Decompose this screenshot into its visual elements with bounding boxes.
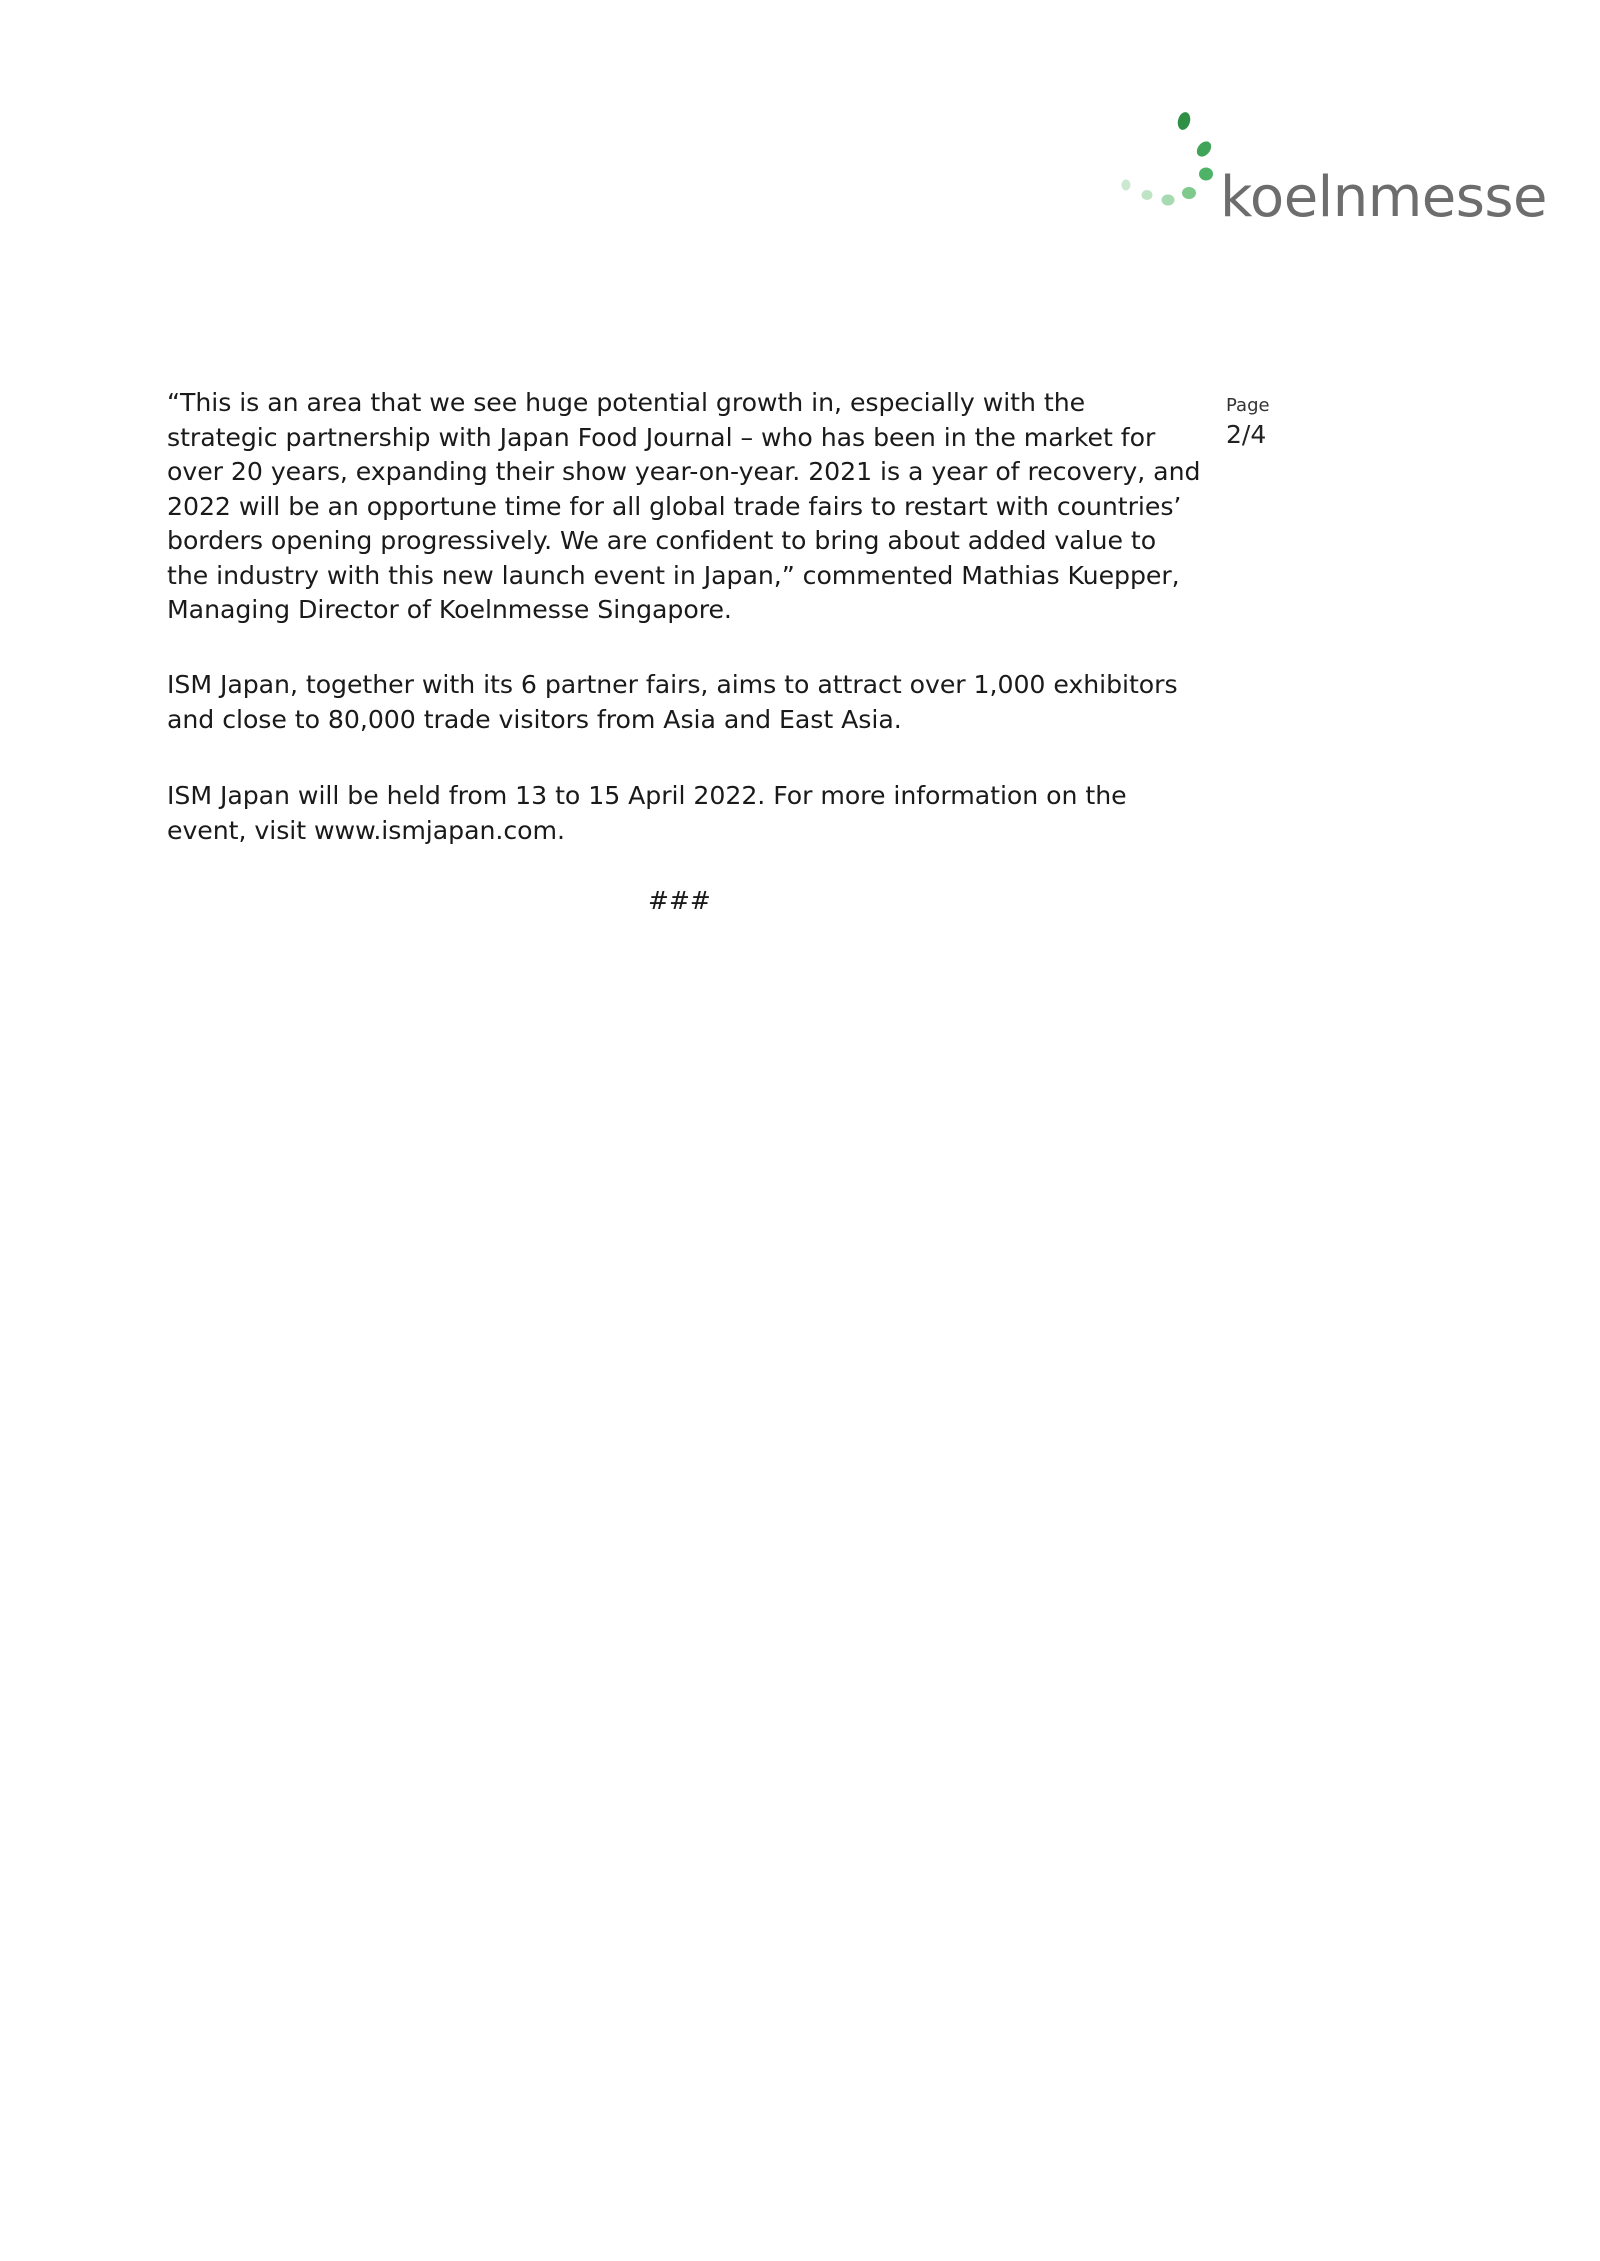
paragraph-dates: ISM Japan will be held from 13 to 15 April 2022. For more information on the event, visit www.ismjapan.com. [167, 781, 1127, 845]
page-label: Page [1226, 395, 1270, 416]
koelnmesse-logo [1110, 105, 1548, 245]
end-mark: ### [648, 886, 711, 915]
page-number: 2/4 [1226, 420, 1267, 449]
paragraph-targets: ISM Japan, together with its 6 partner fairs, aims to attract over 1,000 exhibitors and close to 80,000 trade visitors from Asia and East Asia. [167, 670, 1178, 734]
paragraph-quote: “This is an area that we see huge potential growth in, especially with the strategic partnership with Japan Food Journal – who has been in the market for over 20 years, expanding their show year-on-year. 2021 is a year of recovery, and 2022 will be an opportune time for all global trade fairs to restart with countries’ borders opening progressively. We are confident to bring about added value to the industry with this new launch event in Japan,” commented Mathias Kuepper, Managing Director of Koelnmesse Singapore. [167, 388, 1201, 624]
logo-dots-icon [1110, 105, 1220, 245]
logo-wordmark: koelnmesse [1220, 165, 1548, 230]
